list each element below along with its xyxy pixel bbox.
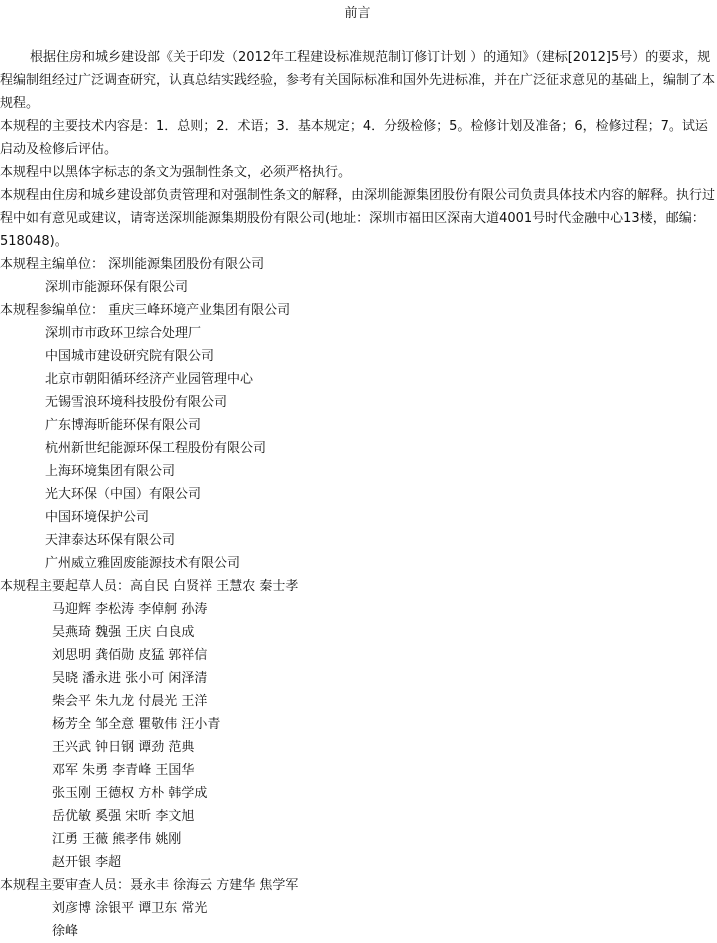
drafter-row: 吴晓 潘永进 张小可 闲泽清: [52, 671, 208, 686]
participant-unit: 北京市朝阳循环经济产业园管理中心: [45, 372, 254, 387]
participant-unit: 上海环境集团有限公司: [45, 464, 176, 479]
document: [0, 2, 715, 943]
page-title: 前言: [344, 6, 371, 21]
reviewers-section: [0, 874, 715, 943]
mandatory-paragraph: 本规程中以黑体字标志的条文为强制性条文，必须严格执行。: [0, 165, 352, 180]
reviewers-label: 本规程主要审查人员：: [0, 878, 131, 893]
drafter-row: 马迎辉 李松涛 李倬舸 孙涛: [52, 602, 208, 617]
intro-paragraph: 根据住房和城乡建设部《关于印发（2012年工程建设标准规范制订修订计划 ）的通知》（建标[2012]5号）的要求，规程编制组经过广泛调查研究，认真总结实践经验，参考有关国际标准和国外先进标准，并在广泛征求意见的基础上，编制了本规程。: [0, 50, 716, 111]
participant-unit: 光大环保（中国）有限公司: [45, 487, 202, 502]
reviewer-row: 徐峰: [52, 924, 79, 939]
participant-unit: 广东博海昕能环保有限公司: [45, 418, 202, 433]
drafter-row: 邓军 朱勇 李青峰 王国华: [52, 763, 195, 778]
participant-unit: 中国城市建设研究院有限公司: [45, 349, 215, 364]
drafters-first: 高自民 白贤祥 王慧农 秦士孝: [130, 579, 299, 594]
drafter-row: 王兴武 钟日钢 谭劲 范典: [52, 740, 195, 755]
reviewer-row: 刘彦博 涂银平 谭卫东 常光: [52, 901, 208, 916]
chief-editors-first-line: [0, 253, 715, 276]
participants-label: 本规程参编单位：: [0, 303, 105, 318]
drafter-row: 杨芳全 邹全意 瞿敬伟 汪小青: [52, 717, 221, 732]
participants-first: 重庆三峰环境产业集团有限公司: [108, 303, 291, 318]
participant-unit: 无锡雪浪环境科技股份有限公司: [45, 395, 228, 410]
reviewers-first-line: [0, 874, 715, 897]
title-spacer: [0, 25, 715, 46]
drafter-row: 赵开银 李超: [52, 855, 122, 870]
participant-unit: 杭州新世纪能源环保工程股份有限公司: [45, 441, 267, 456]
participants-section: [0, 299, 715, 575]
drafter-row: 岳优敏 奚强 宋昕 李文旭: [52, 809, 195, 824]
drafter-row: 吴燕琦 魏强 王庆 白良成: [52, 625, 195, 640]
drafters-label: 本规程主要起草人员：: [0, 579, 131, 594]
chief-editors-first: 深圳能源集团股份有限公司: [108, 257, 265, 272]
participants-first-line: [0, 299, 715, 322]
participant-unit: 广州威立雅固废能源技术有限公司: [45, 556, 241, 571]
main-content-paragraph: 本规程的主要技术内容是：1．总则；2．术语；3．基本规定；4．分级检修；5。检修计划及准备；6，检修过程；7。试运启动及检修后评估。: [0, 119, 708, 157]
reviewers-first: 聂永丰 徐海云 方建华 焦学军: [130, 878, 299, 893]
drafter-row: 刘思明 龚佰勋 皮猛 郭祥信: [52, 648, 208, 663]
participant-unit: 天津泰达环保有限公司: [45, 533, 176, 548]
drafters-first-line: [0, 575, 715, 598]
drafter-row: 张玉刚 王德权 方朴 韩学成: [52, 786, 208, 801]
chief-editor-unit: 深圳市能源环保有限公司: [45, 280, 189, 295]
drafters-section: [0, 575, 715, 874]
participant-unit: 中国环境保护公司: [45, 510, 150, 525]
management-paragraph: 本规程由住房和城乡建设部负责管理和对强制性条文的解释，由深圳能源集团股份有限公司负责具体技术内容的解释。执行过程中如有意见或建议，请寄送深圳能源集期股份有限公司(地址：深圳市福田区深南大道4001号时代金融中心13楼，邮编：518048)。: [0, 188, 716, 249]
participant-unit: 深圳市市政环卫综合处理厂: [45, 326, 202, 341]
chief-editors-section: [0, 253, 715, 299]
drafter-row: 江勇 王薇 熊孝伟 姚刚: [52, 832, 182, 847]
drafter-row: 柴会平 朱九龙 付晨光 王洋: [52, 694, 208, 709]
chief-editors-label: 本规程主编单位：: [0, 257, 105, 272]
